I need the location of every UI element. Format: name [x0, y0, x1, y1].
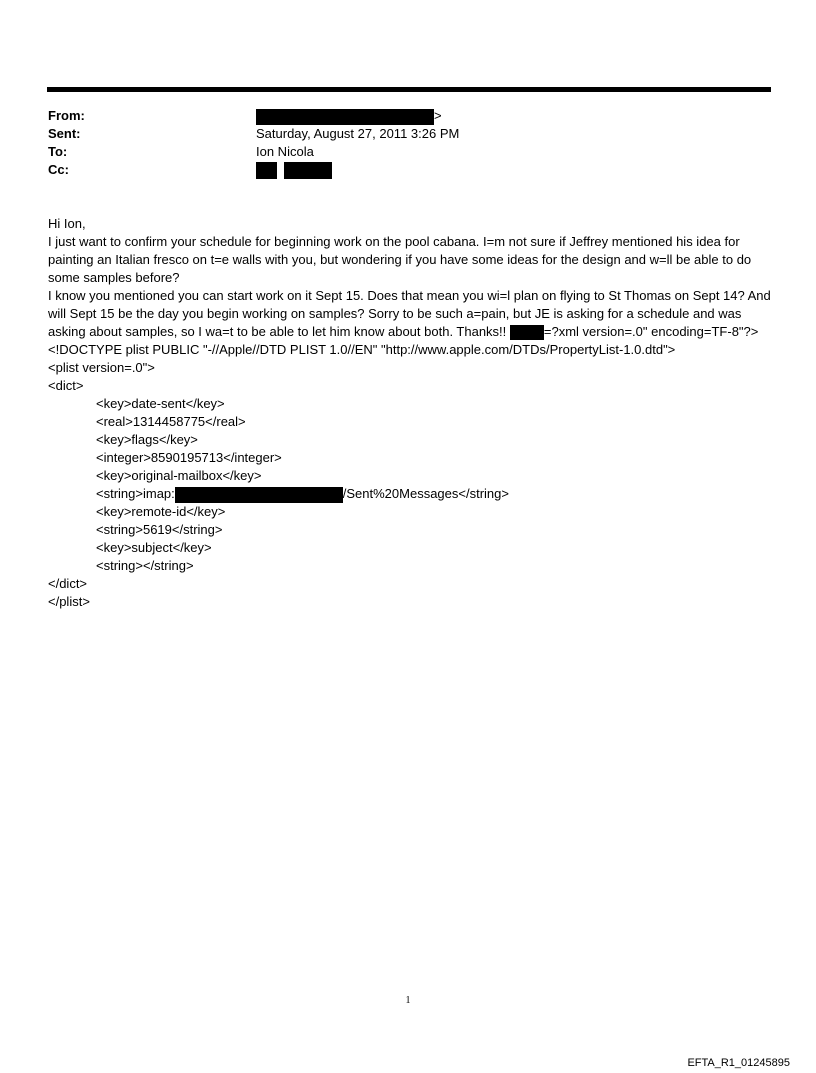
document-id: EFTA_R1_01245895 — [687, 1057, 790, 1069]
header-rule — [47, 87, 771, 92]
plist-line-imap — [48, 485, 772, 503]
from-value — [256, 107, 442, 125]
sent-label: Sent: — [48, 126, 81, 141]
plist-line: <integer>8590195713</integer> — [96, 450, 282, 465]
redaction-block — [510, 325, 544, 340]
email-body — [48, 215, 772, 611]
dict-open: <dict> — [48, 378, 84, 393]
from-label: From: — [48, 108, 85, 123]
redaction-block — [256, 162, 277, 179]
paragraph-text: I know you mentioned you can start work on it Sept 15. Does that mean you wi=l plan on flying to St Thomas on Sept 14? And will Sept 15 be the day you begin working on samples? Sorry to be such a=pain, but JE is asking for a schedule and was asking about samples, so I wa=t to be able to let him know about both. Thanks!! — [48, 288, 771, 339]
greeting: Hi Ion, — [48, 216, 86, 231]
plist-line: <key>flags</key> — [96, 432, 198, 447]
plist-line: <string>5619</string> — [96, 522, 223, 537]
from-suffix: > — [434, 108, 442, 123]
sent-value: Saturday, August 27, 2011 3:26 PM — [256, 126, 460, 141]
redaction-block — [175, 487, 343, 503]
paragraph — [48, 287, 772, 359]
plist-close: </plist> — [48, 594, 90, 609]
plist-open: <plist version=.0"> — [48, 360, 155, 375]
plist-line: <key>subject</key> — [96, 540, 212, 555]
cc-value — [256, 161, 332, 179]
to-value: Ion Nicola — [256, 144, 314, 159]
redaction-block — [256, 109, 434, 125]
plist-line: <key>original-mailbox</key> — [96, 468, 262, 483]
redaction-block — [284, 162, 332, 179]
plist-line: <real>1314458775</real> — [96, 414, 246, 429]
paragraph-text: =?xml version=.0" encoding=TF-8"?> <!DOCTYPE plist PUBLIC "-//Apple//DTD PLIST 1.0//EN" "http://www.apple.com/DTDs/PropertyList-1.0.dtd"> — [48, 324, 759, 357]
dict-close: </dict> — [48, 576, 88, 591]
paragraph: I just want to confirm your schedule for beginning work on the pool cabana. I=m not sure if Jeffrey mentioned his idea for painting an Italian fresco on t=e walls with you, but wondering if you have some ideas for the design and w=ll be able to do some samples before? — [48, 234, 752, 285]
plist-line: <key>remote-id</key> — [96, 504, 226, 519]
to-label: To: — [48, 144, 68, 159]
imap-prefix: <string>imap: — [96, 486, 175, 501]
page-number: 1 — [405, 995, 411, 1006]
cc-label: Cc: — [48, 162, 69, 177]
plist-line: <string></string> — [96, 558, 194, 573]
imap-suffix: /Sent%20Messages</string> — [342, 486, 509, 501]
plist-line: <key>date-sent</key> — [96, 396, 225, 411]
